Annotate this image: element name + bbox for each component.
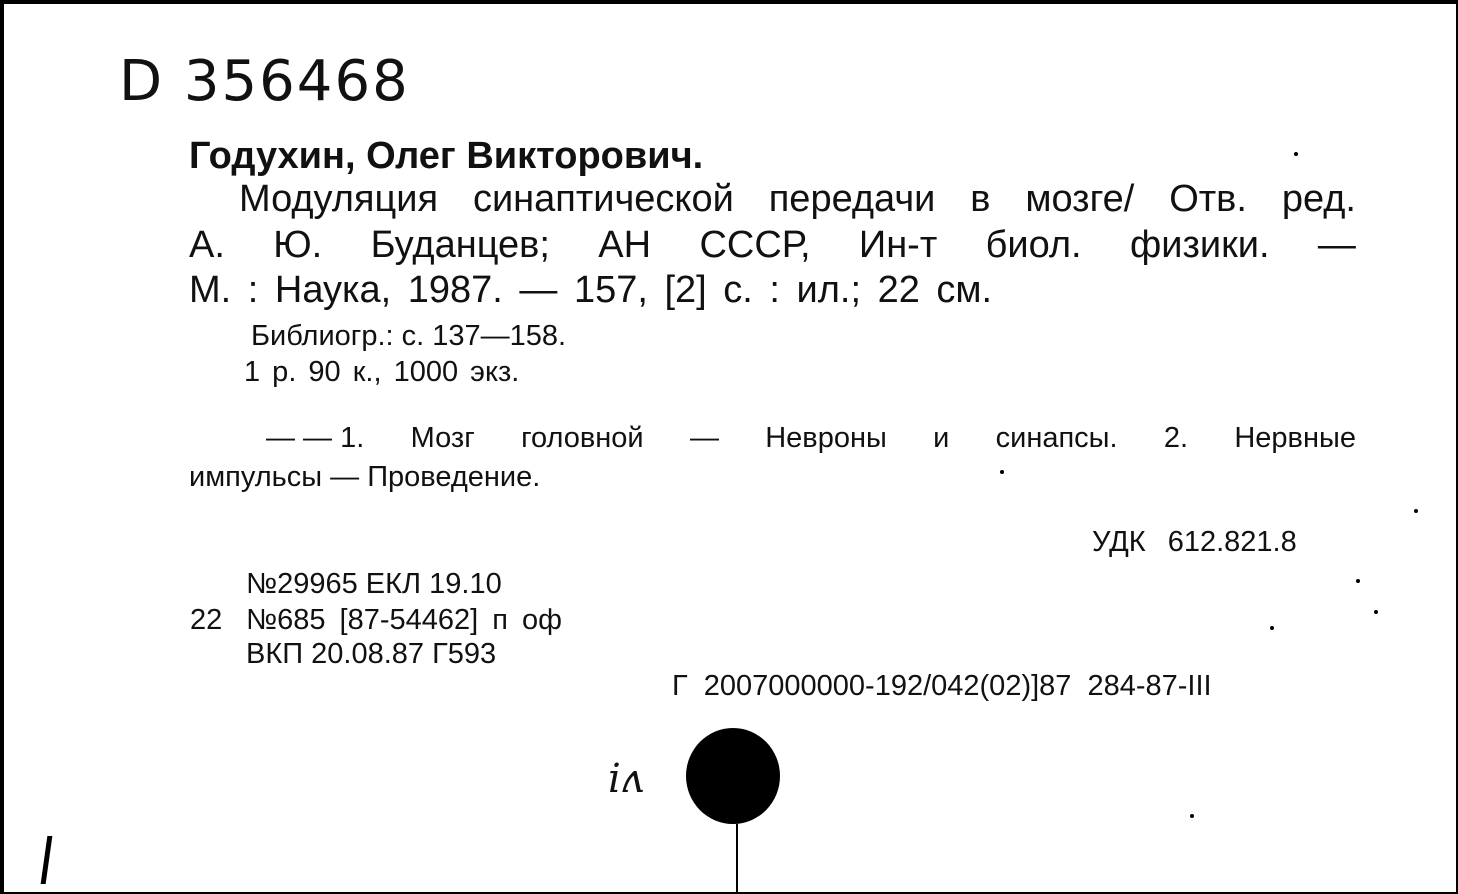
dust-speck (1190, 814, 1194, 818)
author-heading: Годухин, Олег Викторович. (189, 135, 704, 177)
order-line-2-prefix: 22 (190, 604, 223, 636)
catalog-card (2, 2, 1456, 892)
order-line-3: ВКП 20.08.87 Г593 (246, 638, 497, 670)
classification-code: Г 2007000000-192/042(02)]87 284-87-III (672, 670, 1212, 702)
dust-speck (1270, 626, 1274, 630)
accession-number: D 356468 (119, 49, 410, 114)
imprint-line: М. : Наука, 1987. — 157, [2] с. : ил.; 22 см. (189, 269, 993, 311)
title-line-1: Модуляция синаптической передачи в мозге/ Отв. ред. (239, 178, 1356, 220)
order-line-1: №29965 ЕКЛ 19.10 (246, 568, 502, 600)
dust-speck (1414, 509, 1418, 513)
dust-speck (1374, 610, 1378, 614)
punch-hole (686, 728, 780, 824)
order-line-2: №685 [87-54462] п оф (246, 604, 563, 636)
card-cut-line (736, 824, 738, 894)
subjects-line-2: импульсы — Проведение. (189, 461, 541, 493)
ink-mark (41, 836, 53, 884)
dust-speck (1356, 579, 1360, 583)
handwritten-mark: iʌ (608, 756, 644, 802)
price-note: 1 р. 90 к., 1000 экз. (244, 356, 520, 388)
dust-speck (1294, 152, 1298, 156)
title-line-2: А. Ю. Буданцев; АН СССР, Ин-т биол. физики. — (189, 224, 1356, 266)
bibliography-note: Библиогр.: с. 137—158. (251, 320, 567, 352)
subjects-line-1: — — 1. Мозг головной — Невроны и синапсы. 2. Нервные (266, 422, 1356, 454)
dust-speck (1000, 470, 1004, 474)
udc-code: УДК 612.821.8 (1092, 526, 1297, 558)
